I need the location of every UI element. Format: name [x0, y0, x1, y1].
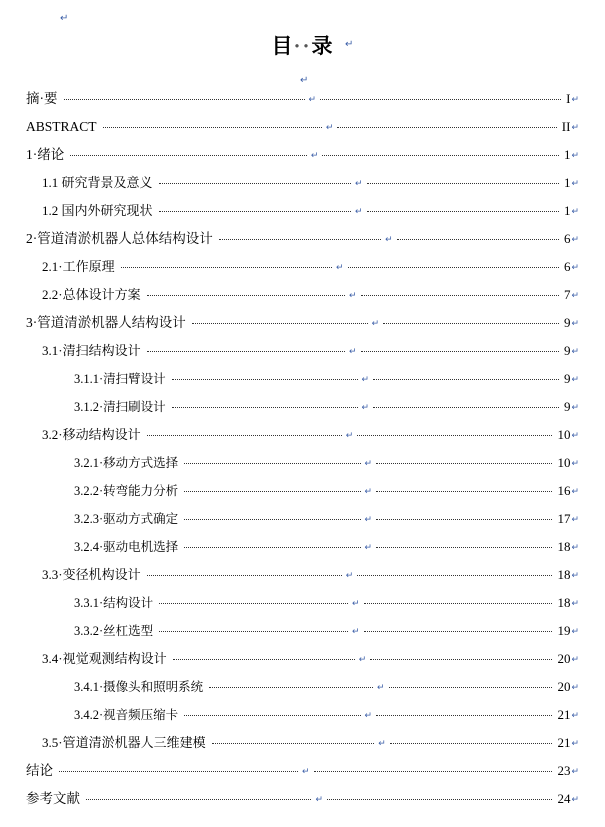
toc-entry-label: 3.2.4·驱动电机选择	[74, 540, 179, 554]
paragraph-mark-icon: ↵	[571, 234, 579, 244]
toc-leader-dots	[147, 295, 345, 296]
toc-leader-dots	[184, 715, 360, 716]
paragraph-mark-icon: ↵	[571, 374, 580, 384]
toc-entry-page-number: 6	[563, 231, 571, 246]
toc-leader-dots	[64, 99, 305, 100]
toc-leader-dots	[103, 127, 322, 128]
toc-entry-page-number: 16	[557, 483, 571, 498]
toc-entry-label: 3.1.1·清扫臂设计	[74, 372, 166, 386]
toc-leader-dots	[337, 127, 556, 128]
toc-entry-label: 3.4.2·视音频压缩卡	[74, 708, 179, 722]
toc-entry[interactable]	[26, 372, 579, 400]
toc-leader-dots	[59, 771, 298, 772]
toc-leader-dots	[367, 211, 559, 212]
toc-entry-page-number: 9	[563, 343, 571, 358]
tab-mark-icon: ↵	[325, 122, 334, 132]
tab-mark-icon: ↵	[377, 682, 385, 692]
paragraph-mark-icon: ↵	[571, 262, 579, 272]
toc-entry[interactable]	[26, 232, 579, 260]
toc-entry-label: 3.3·变径机构设计	[42, 567, 141, 582]
toc-leader-dots	[361, 351, 559, 352]
tab-mark-icon: ↵	[364, 486, 373, 496]
paragraph-mark-icon: ↵	[571, 318, 579, 328]
toc-entry-label: 3.4·视觉观测结构设计	[42, 651, 167, 666]
toc-leader-dots	[173, 659, 355, 660]
toc-entry-page-number: II	[561, 119, 571, 134]
toc-leader-dots	[357, 575, 552, 576]
toc-entry[interactable]	[26, 120, 579, 148]
tab-mark-icon: ↵	[354, 178, 363, 188]
toc-entry-label: 3.5·管道清淤机器人三维建模	[42, 735, 206, 750]
paragraph-mark-icon: ↵	[571, 178, 580, 188]
tab-mark-icon: ↵	[371, 318, 380, 328]
toc-leader-dots	[376, 519, 552, 520]
toc-entry-page-number: 9	[563, 399, 571, 414]
toc-entry-label: 3.2.3·驱动方式确定	[74, 512, 179, 526]
paragraph-mark-icon: ↵	[571, 738, 579, 748]
toc-leader-dots	[320, 99, 561, 100]
toc-entry-page-number: 18	[557, 567, 571, 582]
toc-leader-dots	[367, 183, 559, 184]
paragraph-mark-icon: ↵	[571, 514, 580, 524]
toc-leader-dots	[209, 687, 373, 688]
toc-leader-dots	[348, 267, 559, 268]
toc-entry-label: 参考文献	[26, 791, 80, 806]
toc-leader-dots	[147, 351, 345, 352]
tab-mark-icon: ↵	[361, 402, 370, 412]
toc-leader-dots	[172, 407, 358, 408]
toc-entry[interactable]	[26, 148, 579, 176]
toc-leader-dots	[397, 239, 559, 240]
toc-leader-dots	[376, 547, 552, 548]
toc-entry-label: 2·管道清淤机器人总体结构设计	[26, 231, 213, 246]
toc-entry[interactable]	[26, 344, 579, 372]
paragraph-mark-icon: ↵	[571, 346, 579, 356]
toc-entry[interactable]	[26, 708, 579, 736]
tab-mark-icon: ↵	[315, 794, 323, 804]
paragraph-mark-icon: ↵	[345, 39, 354, 50]
toc-entry-page-number: 10	[557, 427, 571, 442]
tab-mark-icon: ↵	[385, 234, 393, 244]
toc-leader-dots	[361, 295, 559, 296]
paragraph-mark-icon: ↵	[571, 122, 579, 132]
toc-entry-label: 1.2 国内外研究现状	[42, 203, 153, 218]
toc-entry-page-number: 21	[557, 735, 571, 750]
toc-leader-dots	[219, 239, 381, 240]
toc-entry[interactable]	[26, 680, 579, 708]
toc-entry[interactable]	[26, 400, 579, 428]
tab-mark-icon: ↵	[352, 626, 360, 636]
tab-mark-icon: ↵	[354, 206, 363, 216]
toc-entry-label: 3.2.2·转弯能力分析	[74, 484, 179, 498]
toc-entry-label: 结论	[26, 763, 53, 778]
toc-entry-label: 3.1.2·清扫刷设计	[74, 400, 166, 414]
toc-entry[interactable]	[26, 540, 579, 568]
toc-entry[interactable]	[26, 652, 579, 680]
toc-entry-page-number: 9	[563, 371, 571, 386]
toc-entry-page-number: 18	[557, 595, 571, 610]
toc-leader-dots	[147, 575, 342, 576]
paragraph-mark-icon: ↵	[60, 13, 69, 24]
toc-entry[interactable]	[26, 456, 579, 484]
toc-leader-dots	[376, 715, 552, 716]
toc-leader-dots	[192, 323, 368, 324]
toc-entry-page-number: 10	[557, 455, 571, 470]
toc-leader-dots	[159, 603, 348, 604]
toc-entry-label: 3.2·移动结构设计	[42, 427, 141, 442]
toc-leader-dots	[364, 603, 553, 604]
paragraph-mark-icon: ↵	[571, 570, 579, 580]
tab-mark-icon: ↵	[345, 430, 354, 440]
toc-entry[interactable]	[26, 428, 579, 456]
toc-entry[interactable]	[26, 92, 579, 120]
paragraph-mark-icon: ↵	[571, 94, 579, 104]
tab-mark-icon: ↵	[345, 570, 354, 580]
toc-entry[interactable]	[26, 792, 579, 820]
toc-entry-page-number: 23	[557, 763, 571, 778]
paragraph-mark-icon: ↵	[571, 710, 580, 720]
tab-mark-icon: ↵	[349, 290, 357, 300]
toc-entry-page-number: I	[566, 91, 571, 106]
paragraph-mark-icon: ↵	[571, 486, 580, 496]
toc-entry[interactable]	[26, 176, 579, 204]
toc-entry[interactable]	[26, 568, 579, 596]
toc-entry-page-number: 1	[563, 203, 571, 218]
toc-entry-label: 3.4.1·摄像头和照明系统	[74, 680, 204, 694]
toc-entry-page-number: 19	[557, 623, 571, 638]
toc-leader-dots	[357, 435, 552, 436]
toc-entry-page-number: 24	[557, 791, 571, 806]
toc-leader-dots	[159, 631, 348, 632]
paragraph-mark-icon: ↵	[571, 458, 580, 468]
toc-leader-dots	[121, 267, 332, 268]
toc-leader-dots	[184, 463, 360, 464]
tab-mark-icon: ↵	[364, 514, 373, 524]
toc-leader-dots	[364, 631, 553, 632]
toc-leader-dots	[86, 799, 311, 800]
toc-entry-page-number: 20	[557, 679, 571, 694]
toc-leader-dots	[370, 659, 552, 660]
toc-leader-dots	[147, 435, 342, 436]
paragraph-mark-icon: ↵	[571, 206, 580, 216]
tab-mark-icon: ↵	[336, 262, 344, 272]
paragraph-mark-icon: ↵	[571, 290, 579, 300]
toc-entry-page-number: 7	[563, 287, 571, 302]
toc-leader-dots	[184, 547, 360, 548]
toc-leader-dots	[159, 183, 351, 184]
toc-entry-label: ABSTRACT	[26, 119, 97, 134]
toc-entry-label: 摘·要	[26, 91, 58, 106]
toc-leader-dots	[383, 323, 559, 324]
toc-entry-page-number: 1	[563, 147, 571, 162]
toc-entry-page-number: 21	[557, 707, 571, 722]
paragraph-mark-icon: ↵	[571, 626, 580, 636]
toc-leader-dots	[373, 407, 559, 408]
toc-entry[interactable]	[26, 596, 579, 624]
toc-entry-label: 3.3.2·丝杠选型	[74, 624, 154, 638]
paragraph-mark-icon: ↵	[300, 75, 309, 86]
paragraph-mark-icon: ↵	[571, 766, 579, 776]
tab-mark-icon: ↵	[364, 542, 373, 552]
toc-leader-dots	[184, 491, 360, 492]
toc-entry[interactable]	[26, 736, 579, 764]
toc-entry-label: 1.1 研究背景及意义	[42, 175, 153, 190]
paragraph-mark-icon: ↵	[571, 402, 580, 412]
toc-entry-label: 3.1·清扫结构设计	[42, 343, 141, 358]
toc-entry[interactable]	[26, 624, 579, 652]
page-title-dots: ··	[293, 34, 312, 58]
toc-entry-page-number: 18	[557, 539, 571, 554]
toc-entry-page-number: 6	[563, 259, 571, 274]
toc-leader-dots	[376, 491, 552, 492]
page-title-text-2: 录	[311, 34, 334, 58]
paragraph-mark-icon: ↵	[571, 542, 580, 552]
tab-mark-icon: ↵	[361, 374, 370, 384]
toc-entry-label: 3.3.1·结构设计	[74, 596, 154, 610]
toc-leader-dots	[373, 379, 559, 380]
toc-leader-dots	[70, 155, 307, 156]
toc-entry-page-number: 1	[563, 175, 571, 190]
toc-entry[interactable]	[26, 260, 579, 288]
paragraph-mark-icon: ↵	[571, 794, 579, 804]
toc-leader-dots	[184, 519, 360, 520]
toc-entry[interactable]	[26, 316, 579, 344]
toc-leader-dots	[389, 687, 553, 688]
toc-entry[interactable]	[26, 288, 579, 316]
tab-mark-icon: ↵	[364, 710, 373, 720]
toc-entry-label: 3·管道清淤机器人结构设计	[26, 315, 186, 330]
toc-leader-dots	[327, 799, 552, 800]
tab-mark-icon: ↵	[310, 150, 319, 160]
tab-mark-icon: ↵	[358, 654, 367, 664]
tab-mark-icon: ↵	[364, 458, 373, 468]
table-of-contents	[26, 92, 579, 820]
toc-entry-label: 2.1·工作原理	[42, 259, 115, 274]
toc-leader-dots	[212, 743, 375, 744]
page-title	[26, 0, 579, 60]
toc-entry-label: 2.2·总体设计方案	[42, 287, 141, 302]
paragraph-mark-icon: ↵	[571, 654, 579, 664]
toc-leader-dots	[314, 771, 553, 772]
paragraph-mark-icon: ↵	[571, 430, 579, 440]
toc-entry-page-number: 20	[557, 651, 571, 666]
toc-entry[interactable]	[26, 764, 579, 792]
toc-entry-page-number: 9	[563, 315, 571, 330]
paragraph-mark-icon: ↵	[571, 682, 580, 692]
toc-leader-dots	[322, 155, 559, 156]
paragraph-mark-icon: ↵	[571, 150, 579, 160]
tab-mark-icon: ↵	[378, 738, 386, 748]
tab-mark-icon: ↵	[301, 766, 310, 776]
toc-entry[interactable]	[26, 204, 579, 232]
page-title-text: 目	[271, 34, 294, 58]
toc-leader-dots	[376, 463, 552, 464]
toc-leader-dots	[159, 211, 351, 212]
tab-mark-icon: ↵	[349, 346, 357, 356]
toc-entry[interactable]	[26, 484, 579, 512]
toc-entry[interactable]	[26, 512, 579, 540]
toc-entry-label: 3.2.1·移动方式选择	[74, 456, 179, 470]
toc-entry-label: 1·绪论	[26, 147, 65, 162]
tab-mark-icon: ↵	[352, 598, 360, 608]
toc-leader-dots	[390, 743, 553, 744]
toc-entry-page-number: 17	[557, 511, 571, 526]
paragraph-mark-icon: ↵	[571, 598, 580, 608]
toc-leader-dots	[172, 379, 358, 380]
tab-mark-icon: ↵	[308, 94, 317, 104]
